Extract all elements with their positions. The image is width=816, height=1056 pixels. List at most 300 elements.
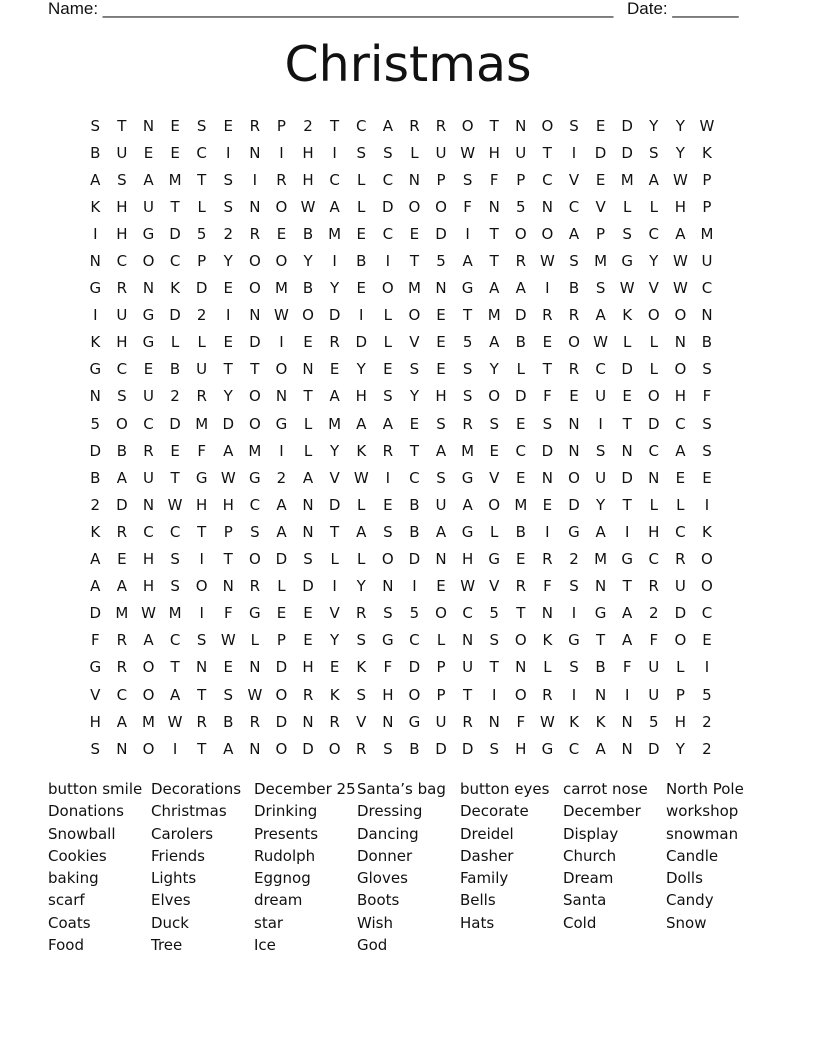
grid-letter: N xyxy=(541,468,553,487)
grid-letter: E xyxy=(303,604,313,623)
grid-letter: E xyxy=(436,333,446,352)
grid-letter: W xyxy=(141,604,156,623)
grid-letter: I xyxy=(199,550,204,569)
grid-letter: E xyxy=(223,658,233,677)
grid-letter: M xyxy=(248,441,262,460)
grid-letter: U xyxy=(674,577,686,596)
grid-letter: G xyxy=(621,550,633,569)
grid-row xyxy=(82,112,752,139)
grid-letter: H xyxy=(116,197,128,216)
grid-letter: N xyxy=(89,252,101,271)
grid-letter: F xyxy=(543,577,552,596)
word-list-item: Presents xyxy=(254,824,319,843)
grid-letter: O xyxy=(381,279,394,298)
grid-letter: G xyxy=(249,604,261,623)
grid-letter: M xyxy=(594,252,608,271)
grid-letter: Y xyxy=(595,495,606,514)
grid-row xyxy=(82,437,752,464)
grid-letter: O xyxy=(568,333,580,352)
grid-letter: H xyxy=(142,550,155,569)
grid-letter: T xyxy=(170,658,180,677)
grid-letter: A xyxy=(595,739,606,758)
grid-letter: L xyxy=(303,414,313,433)
grid-letter: V xyxy=(356,712,367,731)
grid-letter: W xyxy=(460,577,476,596)
grid-letter: A xyxy=(90,170,101,189)
grid-row xyxy=(82,302,752,329)
grid-letter: W xyxy=(539,252,555,271)
grid-letter: S xyxy=(170,577,180,596)
grid-letter: A xyxy=(622,604,633,623)
grid-letter: B xyxy=(169,360,181,379)
grid-letter: I xyxy=(385,468,391,487)
grid-letter: G xyxy=(488,550,501,569)
grid-row xyxy=(82,193,752,220)
grid-row xyxy=(82,464,752,491)
grid-letter: S xyxy=(702,414,712,433)
grid-letter: N xyxy=(701,306,713,325)
grid-letter: S xyxy=(462,170,473,189)
word-list-item: Bells xyxy=(460,891,496,910)
grid-letter: B xyxy=(409,739,420,758)
grid-letter: O xyxy=(514,685,527,704)
grid-letter: N xyxy=(222,577,234,596)
grid-letter: Y xyxy=(356,360,366,379)
grid-letter: B xyxy=(302,279,314,298)
grid-letter: L xyxy=(383,306,392,325)
grid-letter: D xyxy=(408,550,421,569)
grid-letter: I xyxy=(571,685,577,704)
word-list-item: Drinking xyxy=(254,802,318,821)
grid-letter: N xyxy=(142,116,155,135)
grid-letter: 2 xyxy=(648,604,659,623)
grid-letter: A xyxy=(462,252,473,271)
grid-letter: L xyxy=(197,197,206,216)
grid-letter: A xyxy=(595,522,606,541)
grid-letter: E xyxy=(117,550,127,569)
grid-letter: O xyxy=(275,685,288,704)
grid-letter: U xyxy=(701,252,713,271)
grid-letter: B xyxy=(302,224,314,243)
grid-letter: B xyxy=(701,333,713,352)
grid-letter: S xyxy=(196,116,207,135)
grid-letter: R xyxy=(382,441,394,460)
grid-letter: H xyxy=(382,685,394,704)
grid-letter: L xyxy=(277,577,286,596)
grid-letter: A xyxy=(462,495,473,514)
grid-letter: S xyxy=(223,197,234,216)
grid-letter: S xyxy=(356,685,366,704)
grid-row xyxy=(82,546,752,573)
grid-letter: Y xyxy=(649,116,659,135)
grid-letter: S xyxy=(90,116,101,135)
grid-letter: U xyxy=(435,495,447,514)
word-list-item: Carolers xyxy=(151,824,214,843)
grid-letter: S xyxy=(250,522,260,541)
word-list-item: Dolls xyxy=(666,869,703,888)
grid-letter: K xyxy=(569,712,579,731)
word-list-item: Snow xyxy=(666,913,707,932)
grid-letter: K xyxy=(90,522,101,541)
word-list-item: Candy xyxy=(666,891,714,910)
grid-letter: 2 xyxy=(702,739,712,758)
grid-letter: E xyxy=(436,306,446,325)
grid-letter: D xyxy=(222,414,235,433)
grid-letter: C xyxy=(515,441,527,460)
grid-letter: E xyxy=(622,387,632,406)
grid-letter: L xyxy=(543,658,552,677)
grid-letter: A xyxy=(622,631,633,650)
grid-letter: A xyxy=(356,522,367,541)
grid-letter: H xyxy=(302,170,314,189)
grid-letter: C xyxy=(648,441,659,460)
grid-letter: S xyxy=(383,387,393,406)
word-list-item: Boots xyxy=(357,891,400,910)
grid-letter: T xyxy=(595,631,606,650)
grid-letter: L xyxy=(330,550,339,569)
grid-letter: L xyxy=(676,495,685,514)
grid-letter: I xyxy=(332,577,337,596)
grid-letter: W xyxy=(699,116,715,135)
grid-letter: E xyxy=(303,333,313,352)
word-list-item: Dreidel xyxy=(460,824,514,843)
grid-letter: D xyxy=(515,306,527,325)
grid-letter: P xyxy=(702,170,712,189)
grid-letter: C xyxy=(116,360,128,379)
grid-letter: P xyxy=(276,631,286,650)
grid-letter: I xyxy=(172,739,178,758)
grid-letter: E xyxy=(143,360,154,379)
grid-letter: O xyxy=(248,550,261,569)
grid-letter: C xyxy=(143,414,154,433)
grid-row xyxy=(82,518,752,545)
grid-letter: E xyxy=(542,495,553,514)
grid-letter: K xyxy=(170,279,180,298)
grid-letter: U xyxy=(142,387,154,406)
grid-letter: Y xyxy=(675,143,685,162)
grid-letter: K xyxy=(702,522,712,541)
grid-letter: 5 xyxy=(462,333,473,352)
grid-row xyxy=(82,247,752,274)
grid-letter: K xyxy=(702,143,712,162)
grid-letter: F xyxy=(516,712,526,731)
grid-letter: N xyxy=(249,197,261,216)
grid-letter: L xyxy=(516,360,525,379)
grid-letter: C xyxy=(675,414,686,433)
grid-letter: H xyxy=(196,495,208,514)
grid-letter: C xyxy=(648,224,659,243)
grid-letter: O xyxy=(195,577,208,596)
grid-letter: F xyxy=(649,631,659,650)
grid-letter: R xyxy=(568,306,580,325)
grid-letter: W xyxy=(353,468,369,487)
grid-letter: N xyxy=(435,550,447,569)
grid-letter: S xyxy=(436,468,446,487)
grid-letter: O xyxy=(674,306,687,325)
grid-row xyxy=(82,329,752,356)
word-list-item: Cold xyxy=(563,913,597,932)
grid-letter: 5 xyxy=(648,712,659,731)
grid-letter: I xyxy=(359,306,364,325)
grid-letter: W xyxy=(220,631,236,650)
grid-letter: L xyxy=(410,143,419,162)
grid-letter: E xyxy=(409,224,420,243)
grid-letter: U xyxy=(648,685,660,704)
grid-letter: L xyxy=(490,522,499,541)
grid-letter: D xyxy=(435,739,447,758)
grid-letter: S xyxy=(702,441,712,460)
grid-letter: O xyxy=(275,197,288,216)
grid-row xyxy=(82,491,752,518)
word-list-item: Santa xyxy=(563,891,607,910)
grid-letter: D xyxy=(169,224,181,243)
grid-letter: T xyxy=(409,252,419,271)
grid-row xyxy=(82,735,752,762)
grid-letter: R xyxy=(276,170,287,189)
word-list-item: baking xyxy=(48,869,99,888)
grid-letter: D xyxy=(568,495,580,514)
grid-letter: N xyxy=(302,495,314,514)
grid-letter: N xyxy=(142,279,155,298)
grid-letter: 2 xyxy=(170,387,180,406)
grid-letter: D xyxy=(195,279,208,298)
grid-letter: T xyxy=(489,252,499,271)
grid-letter: I xyxy=(279,333,284,352)
grid-letter: N xyxy=(249,143,261,162)
grid-letter: N xyxy=(435,279,447,298)
grid-letter: U xyxy=(142,197,154,216)
grid-letter: Y xyxy=(675,116,685,135)
grid-letter: S xyxy=(356,631,366,650)
grid-letter: D xyxy=(461,739,474,758)
grid-letter: R xyxy=(462,414,473,433)
grid-letter: S xyxy=(196,631,207,650)
grid-letter: T xyxy=(197,685,207,704)
grid-letter: A xyxy=(568,224,580,243)
grid-letter: V xyxy=(595,197,606,216)
grid-letter: H xyxy=(515,739,527,758)
grid-letter: A xyxy=(675,224,686,243)
grid-letter: I xyxy=(332,252,337,271)
grid-letter: O xyxy=(275,739,288,758)
grid-letter: R xyxy=(116,522,128,541)
grid-letter: S xyxy=(489,739,499,758)
grid-letter: G xyxy=(461,468,474,487)
grid-letter: I xyxy=(491,685,497,704)
word-list-item: Decorations xyxy=(151,780,242,798)
letter-grid xyxy=(82,112,752,762)
grid-letter: C xyxy=(382,170,394,189)
grid-letter: U xyxy=(595,468,607,487)
grid-letter: U xyxy=(142,468,154,487)
grid-letter: M xyxy=(514,495,528,514)
grid-letter: A xyxy=(515,279,526,298)
grid-letter: E xyxy=(595,116,606,135)
grid-letter: A xyxy=(595,306,606,325)
grid-letter: A xyxy=(648,170,659,189)
grid-letter: E xyxy=(170,116,180,135)
word-list-item: Wish xyxy=(357,913,393,932)
word-list-item: God xyxy=(357,936,388,955)
grid-letter: S xyxy=(462,360,473,379)
grid-letter: I xyxy=(412,577,417,596)
grid-letter: A xyxy=(675,441,686,460)
grid-letter: M xyxy=(274,279,288,298)
grid-letter: O xyxy=(142,739,155,758)
grid-letter: R xyxy=(116,631,128,650)
word-list-item: star xyxy=(254,913,284,932)
grid-letter: B xyxy=(409,495,420,514)
grid-letter: I xyxy=(465,224,470,243)
grid-letter: O xyxy=(248,252,261,271)
grid-letter: Y xyxy=(649,252,659,271)
grid-letter: A xyxy=(223,441,234,460)
grid-letter: C xyxy=(196,143,207,162)
grid-letter: L xyxy=(622,197,632,216)
grid-letter: 5 xyxy=(489,604,499,623)
grid-letter: E xyxy=(516,550,526,569)
grid-letter: O xyxy=(674,360,687,379)
grid-letter: A xyxy=(169,685,181,704)
grid-letter: H xyxy=(674,197,686,216)
grid-letter: Y xyxy=(330,631,340,650)
grid-letter: M xyxy=(620,170,634,189)
grid-letter: D xyxy=(116,495,128,514)
grid-letter: A xyxy=(90,550,101,569)
grid-letter: F xyxy=(197,441,206,460)
grid-letter: U xyxy=(196,360,208,379)
grid-letter: P xyxy=(223,522,233,541)
grid-letter: L xyxy=(357,170,366,189)
grid-letter: 5 xyxy=(516,197,526,216)
grid-letter: S xyxy=(409,360,420,379)
grid-letter: T xyxy=(197,170,207,189)
grid-letter: D xyxy=(275,658,288,677)
grid-letter: 2 xyxy=(702,712,712,731)
grid-letter: R xyxy=(116,279,128,298)
grid-letter: S xyxy=(436,414,446,433)
grid-letter: C xyxy=(169,252,181,271)
grid-letter: L xyxy=(436,631,446,650)
grid-row xyxy=(82,654,752,681)
grid-letter: N xyxy=(382,712,394,731)
grid-letter: M xyxy=(142,712,155,731)
grid-letter: W xyxy=(300,197,316,216)
grid-letter: A xyxy=(143,170,154,189)
grid-letter: G xyxy=(594,604,607,623)
grid-letter: C xyxy=(409,631,420,650)
grid-letter: G xyxy=(142,224,155,243)
grid-letter: C xyxy=(116,685,128,704)
grid-letter: B xyxy=(515,333,526,352)
grid-letter: S xyxy=(595,441,606,460)
grid-letter: F xyxy=(702,387,712,406)
grid-letter: F xyxy=(489,170,499,189)
grid-letter: V xyxy=(409,333,420,352)
grid-letter: W xyxy=(672,170,688,189)
grid-letter: Y xyxy=(330,279,340,298)
grid-letter: D xyxy=(169,414,181,433)
grid-letter: T xyxy=(197,739,207,758)
grid-letter: T xyxy=(516,604,526,623)
grid-letter: S xyxy=(383,739,393,758)
grid-letter: G xyxy=(142,333,155,352)
grid-letter: A xyxy=(329,197,340,216)
grid-letter: N xyxy=(382,577,394,596)
grid-letter: D xyxy=(647,414,660,433)
grid-letter: S xyxy=(356,143,366,162)
word-list-item: Candle xyxy=(666,846,719,865)
grid-letter: A xyxy=(489,279,500,298)
grid-letter: R xyxy=(462,712,473,731)
grid-letter: Y xyxy=(223,387,233,406)
grid-letter: K xyxy=(90,333,101,352)
grid-letter: D xyxy=(621,360,633,379)
grid-row xyxy=(82,275,752,302)
grid-letter: E xyxy=(542,333,553,352)
grid-letter: C xyxy=(143,522,154,541)
grid-letter: Y xyxy=(223,252,233,271)
grid-letter: R xyxy=(515,252,527,271)
grid-letter: K xyxy=(595,712,606,731)
grid-letter: A xyxy=(276,522,287,541)
grid-letter: A xyxy=(382,414,393,433)
word-list-item: Gloves xyxy=(357,869,408,888)
grid-letter: T xyxy=(303,387,313,406)
grid-letter: E xyxy=(170,441,180,460)
grid-letter: B xyxy=(515,522,526,541)
grid-letter: G xyxy=(89,360,102,379)
grid-letter: L xyxy=(357,495,366,514)
grid-letter: I xyxy=(624,522,630,541)
word-list-item: button eyes xyxy=(460,780,550,798)
grid-letter: G xyxy=(142,306,155,325)
grid-letter: L xyxy=(649,360,658,379)
grid-letter: E xyxy=(383,360,393,379)
grid-letter: N xyxy=(568,414,580,433)
grid-letter: S xyxy=(383,522,393,541)
word-list-item: December 25 xyxy=(254,780,356,798)
grid-letter: N xyxy=(594,577,607,596)
grid-letter: T xyxy=(489,658,499,677)
grid-letter: R xyxy=(196,387,207,406)
grid-letter: O xyxy=(435,197,447,216)
grid-letter: M xyxy=(328,414,342,433)
grid-letter: L xyxy=(649,495,658,514)
grid-letter: F xyxy=(622,658,632,677)
grid-letter: A xyxy=(276,495,287,514)
grid-letter: D xyxy=(169,306,181,325)
grid-letter: S xyxy=(569,577,579,596)
grid-letter: R xyxy=(249,224,261,243)
grid-letter: C xyxy=(249,495,261,514)
grid-letter: W xyxy=(672,252,688,271)
grid-letter: L xyxy=(303,441,313,460)
grid-letter: I xyxy=(93,224,98,243)
grid-letter: C xyxy=(701,279,713,298)
grid-letter: O xyxy=(248,279,261,298)
word-list-item: Family xyxy=(460,869,509,888)
grid-letter: I xyxy=(598,414,603,433)
grid-letter: H xyxy=(674,712,686,731)
word-list-item: Church xyxy=(563,846,617,865)
grid-letter: N xyxy=(249,739,261,758)
grid-letter: N xyxy=(488,712,500,731)
date-line: Date: _______ xyxy=(627,0,739,18)
grid-letter: Y xyxy=(675,739,685,758)
grid-letter: T xyxy=(330,116,340,135)
grid-letter: P xyxy=(596,224,606,243)
